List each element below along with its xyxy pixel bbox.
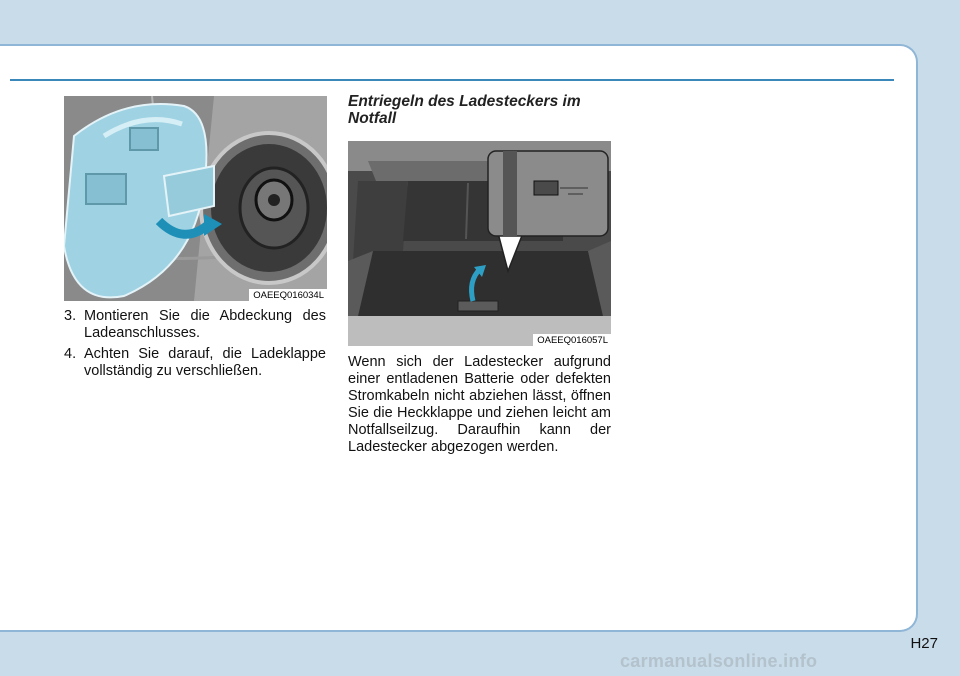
header-rule [10, 79, 894, 81]
trunk-illustration [348, 141, 611, 346]
trunk-release-figure [348, 141, 611, 346]
charging-port-figure [64, 96, 327, 301]
step-text: Montieren Sie die Abdeckung des Ladeanschlusses. [84, 308, 326, 341]
section-heading: Entriegeln des Ladesteckers im Notfall [348, 93, 581, 127]
watermark: carmanualsonline.info [620, 651, 818, 671]
step-number: 4. [64, 346, 77, 362]
step-3 [64, 308, 327, 344]
charging-port-illustration [64, 96, 327, 301]
body-paragraph: Wenn sich der Ladestecker aufgrund einer entladenen Batterie oder defekten Stromkabeln nicht abziehen lässt, öffnen Sie die Heckklappe und ziehen leicht am Notfallseilzug. Daraufhin kann der Ladestecker abgezogen werden. [348, 354, 611, 455]
figure-code-label: OAEEQ016057L [533, 334, 611, 346]
step-4 [64, 346, 327, 382]
figure-code-label: OAEEQ016034L [249, 289, 327, 301]
step-text: Achten Sie darauf, die Ladeklappe vollständig zu verschließen. [84, 346, 326, 379]
step-number: 3. [64, 308, 77, 324]
page-number: H27 [910, 635, 938, 652]
